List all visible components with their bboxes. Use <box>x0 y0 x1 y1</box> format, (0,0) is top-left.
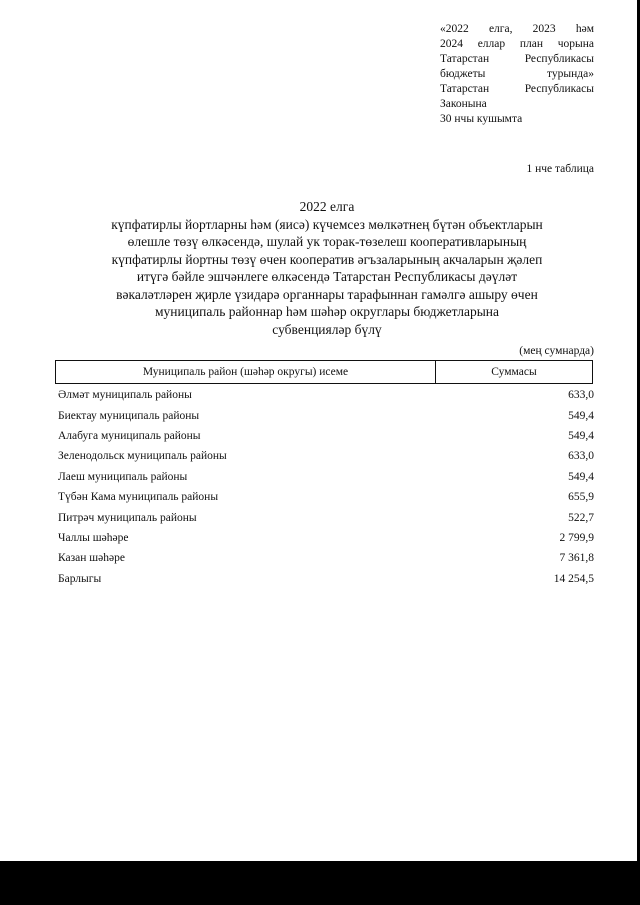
row-name: Лаеш муниципаль районы <box>58 470 188 483</box>
title-line: 2022 елга <box>299 199 355 214</box>
title-line: субвенцияләр бүлү <box>272 321 382 337</box>
row-amount: 633,0 <box>568 389 594 402</box>
table-row <box>58 446 594 466</box>
appendix-line: бюджеты турында» <box>440 68 594 80</box>
table-row-total <box>58 569 594 589</box>
document-title <box>60 198 594 338</box>
row-amount: 2 799,9 <box>559 531 594 544</box>
row-name: Чаллы шәһәре <box>58 531 129 544</box>
table-row <box>58 426 594 446</box>
appendix-line: 30 нчы кушымта <box>440 113 523 125</box>
row-name: Казан шәһәре <box>58 552 125 565</box>
title-line: вәкаләтләрен җирле үзидарә органнары тарафыннан гамәлгә ашыру өчен <box>116 286 538 302</box>
row-name: Түбән Кама муниципаль районы <box>58 491 219 504</box>
table-row <box>58 507 594 527</box>
title-line: күпфатирлы йортларны һәм (яисә) күчемсез мөлкәтнең бүтән объектларын <box>111 216 543 232</box>
table-row <box>58 467 594 487</box>
title-line: күпфатирлы йортны төзү өчен кооператив әгъзаларының акчаларын җәлеп <box>111 251 543 267</box>
row-amount: 7 361,8 <box>559 552 594 565</box>
scan-edge-bottom <box>0 861 640 905</box>
appendix-reference <box>440 22 594 127</box>
units-note: (мең сумнарда) <box>519 345 594 357</box>
appendix-line: Татарстан Республикасы <box>440 53 594 65</box>
row-name: Биектау муниципаль районы <box>58 409 200 422</box>
table-body <box>58 385 594 589</box>
row-amount: 549,4 <box>568 429 594 442</box>
table-header <box>55 360 593 384</box>
row-name: Питрәч муниципаль районы <box>58 511 197 524</box>
row-amount: 549,4 <box>568 470 594 483</box>
title-line: итүгә бәйле эшчәнлеге өлкәсендә Татарстан Республикасы дәүләт <box>136 269 518 284</box>
table-number: 1 нче таблица <box>526 163 594 175</box>
row-name: Әлмәт муниципаль районы <box>58 389 192 402</box>
row-amount: 633,0 <box>568 450 594 463</box>
appendix-line: 2024 еллар план чорына <box>440 38 594 50</box>
row-amount: 549,4 <box>568 409 594 422</box>
row-name: Зеленодольск муниципаль районы <box>58 450 227 463</box>
table-row <box>58 487 594 507</box>
table-row <box>58 528 594 548</box>
row-amount: 655,9 <box>568 491 594 504</box>
title-line: өлешле төзү өлкәсендә, шулай ук торак-төзелеш кооперативларының <box>127 234 527 249</box>
title-line: муниципаль районнар һәм шәһәр округлары бюджетларына <box>154 304 499 319</box>
row-name: Барлыгы <box>58 572 102 585</box>
column-header-amount: Суммасы <box>491 366 537 378</box>
row-amount: 522,7 <box>568 511 594 524</box>
row-amount: 14 254,5 <box>553 572 594 585</box>
appendix-line: Татарстан Республикасы <box>440 83 594 95</box>
column-header-name: Муниципаль район (шәһәр округы) исеме <box>56 361 436 383</box>
appendix-line: Законына <box>440 98 487 110</box>
table-row <box>58 385 594 405</box>
row-name: Алабуга муниципаль районы <box>58 429 201 442</box>
table-row <box>58 405 594 425</box>
appendix-line: «2022 елга, 2023 һәм <box>440 23 594 35</box>
table-row <box>58 548 594 568</box>
